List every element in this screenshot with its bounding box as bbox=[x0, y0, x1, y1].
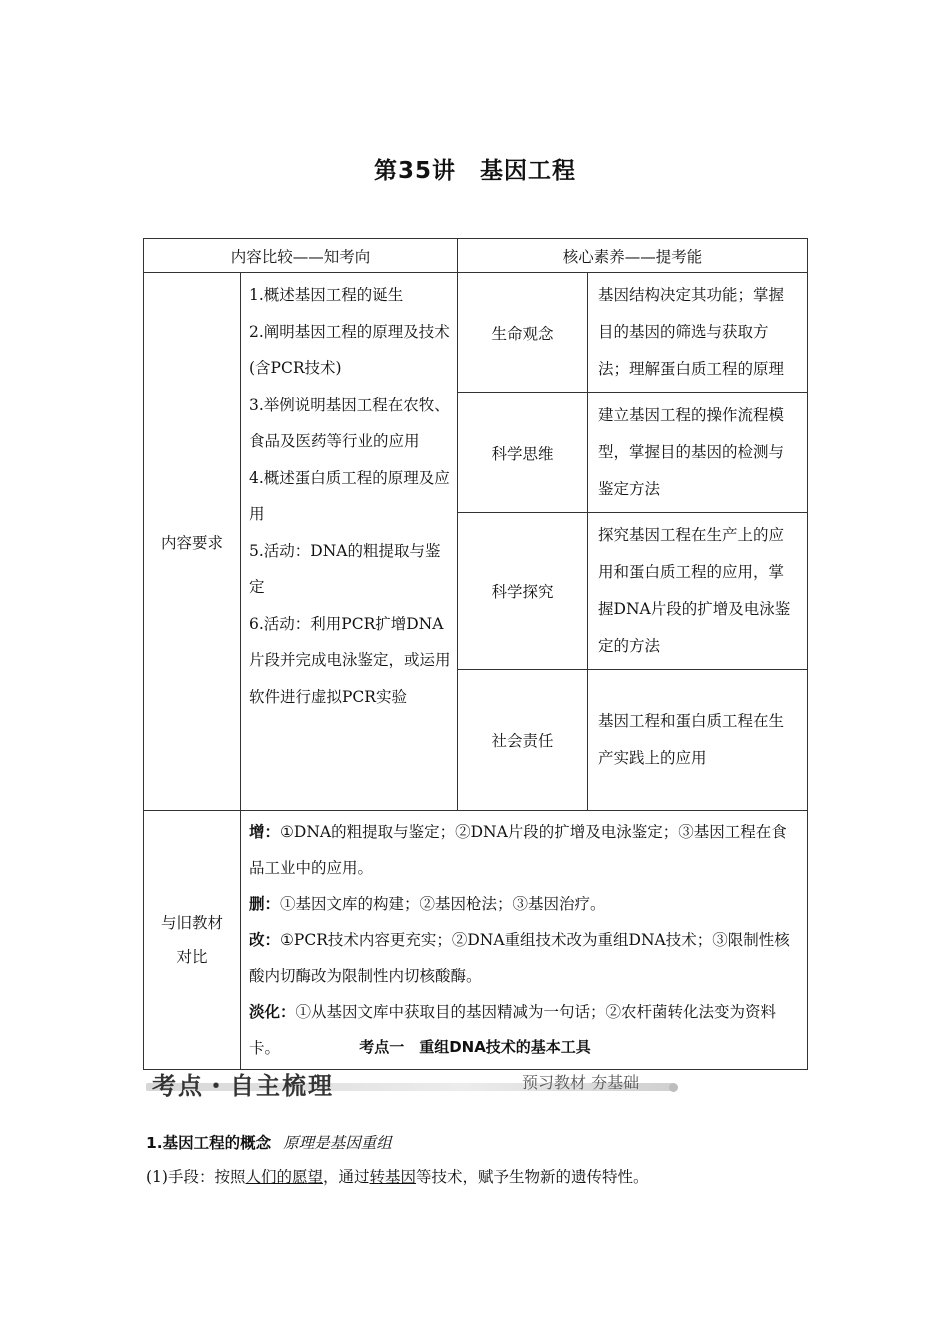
text-span: 等技术，赋予生物新的遗传特性。 bbox=[416, 1168, 649, 1186]
underlined-answer: 人们的愿望 bbox=[245, 1168, 323, 1186]
compare-list bbox=[241, 811, 808, 1070]
compare-label: 删： bbox=[249, 895, 281, 913]
compare-label: 增： bbox=[249, 823, 281, 841]
literacy-desc: 建立基因工程的操作流程模型，掌握目的基因的检测与鉴定方法 bbox=[588, 393, 808, 513]
text-span: ，通过 bbox=[322, 1168, 370, 1186]
compare-text: ①DNA的粗提取与鉴定；②DNA片段的扩增及电泳鉴定；③基因工程在食品工业中的应用。 bbox=[249, 823, 787, 877]
section-banner bbox=[146, 1066, 686, 1100]
requirement-item: 4.概述蛋白质工程的原理及应用 bbox=[249, 468, 450, 523]
text-span: (1)手段：按照 bbox=[146, 1168, 246, 1186]
requirement-item: 5.活动：DNA的粗提取与鉴定 bbox=[249, 541, 441, 596]
literacy-name: 生命观念 bbox=[458, 273, 588, 393]
literacy-name: 社会责任 bbox=[458, 670, 588, 811]
concept-heading: 1.基因工程的概念 bbox=[146, 1134, 272, 1152]
concept-paragraph bbox=[146, 1165, 649, 1187]
compare-text: ①从基因文库中获取目的基因精减为一句话；②农杆菌转化法变为资料卡。 bbox=[249, 1003, 777, 1057]
requirement-item: 6.活动：利用PCR扩增DNA片段并完成电泳鉴定，或运用软件进行虚拟PCR实验 bbox=[249, 614, 451, 706]
compare-item bbox=[249, 814, 799, 886]
compare-label: 改： bbox=[249, 931, 281, 949]
compare-label: 淡化： bbox=[249, 1003, 296, 1021]
literacy-name: 科学思维 bbox=[458, 393, 588, 513]
concept-note: 原理是基因重组 bbox=[283, 1134, 392, 1152]
literacy-desc: 基因工程和蛋白质工程在生产实践上的应用 bbox=[588, 670, 808, 811]
header-right: 核心素养——提考能 bbox=[458, 239, 808, 273]
concept-heading-line bbox=[146, 1131, 392, 1153]
row-label-compare: 与旧教材对比 bbox=[144, 811, 241, 1070]
underlined-answer: 转基因 bbox=[369, 1168, 417, 1186]
literacy-name: 科学探究 bbox=[458, 513, 588, 670]
banner-dot bbox=[669, 1083, 678, 1092]
requirement-item: 2.阐明基因工程的原理及技术(含PCR技术) bbox=[249, 322, 450, 377]
overview-table bbox=[143, 238, 808, 1070]
compare-item bbox=[249, 886, 799, 922]
row-label-requirements: 内容要求 bbox=[144, 273, 241, 811]
banner-left-text: 考点・自主梳理 bbox=[152, 1072, 334, 1100]
compare-text: ①基因文库的构建；②基因枪法；③基因治疗。 bbox=[280, 895, 606, 913]
section-title: 考点一 重组DNA技术的基本工具 bbox=[359, 1038, 591, 1056]
page-title: 第35讲 基因工程 bbox=[373, 158, 576, 184]
header-left: 内容比较——知考向 bbox=[144, 239, 458, 273]
literacy-desc: 探究基因工程在生产上的应用和蛋白质工程的应用，掌握DNA片段的扩增及电泳鉴定的方法 bbox=[588, 513, 808, 670]
banner-right-text: 预习教材 夯基础 bbox=[522, 1073, 640, 1092]
requirement-item: 3.举例说明基因工程在农牧、食品及医药等行业的应用 bbox=[249, 395, 450, 450]
compare-text: ①PCR技术内容更充实；②DNA重组技术改为重组DNA技术；③限制性核酸内切酶改为限制性内切核酸酶。 bbox=[249, 931, 790, 985]
literacy-desc: 基因结构决定其功能；掌握目的基因的筛选与获取方法；理解蛋白质工程的原理 bbox=[588, 273, 808, 393]
requirement-item: 1.概述基因工程的诞生 bbox=[249, 286, 404, 304]
requirements-list bbox=[241, 273, 458, 811]
compare-item bbox=[249, 922, 799, 994]
